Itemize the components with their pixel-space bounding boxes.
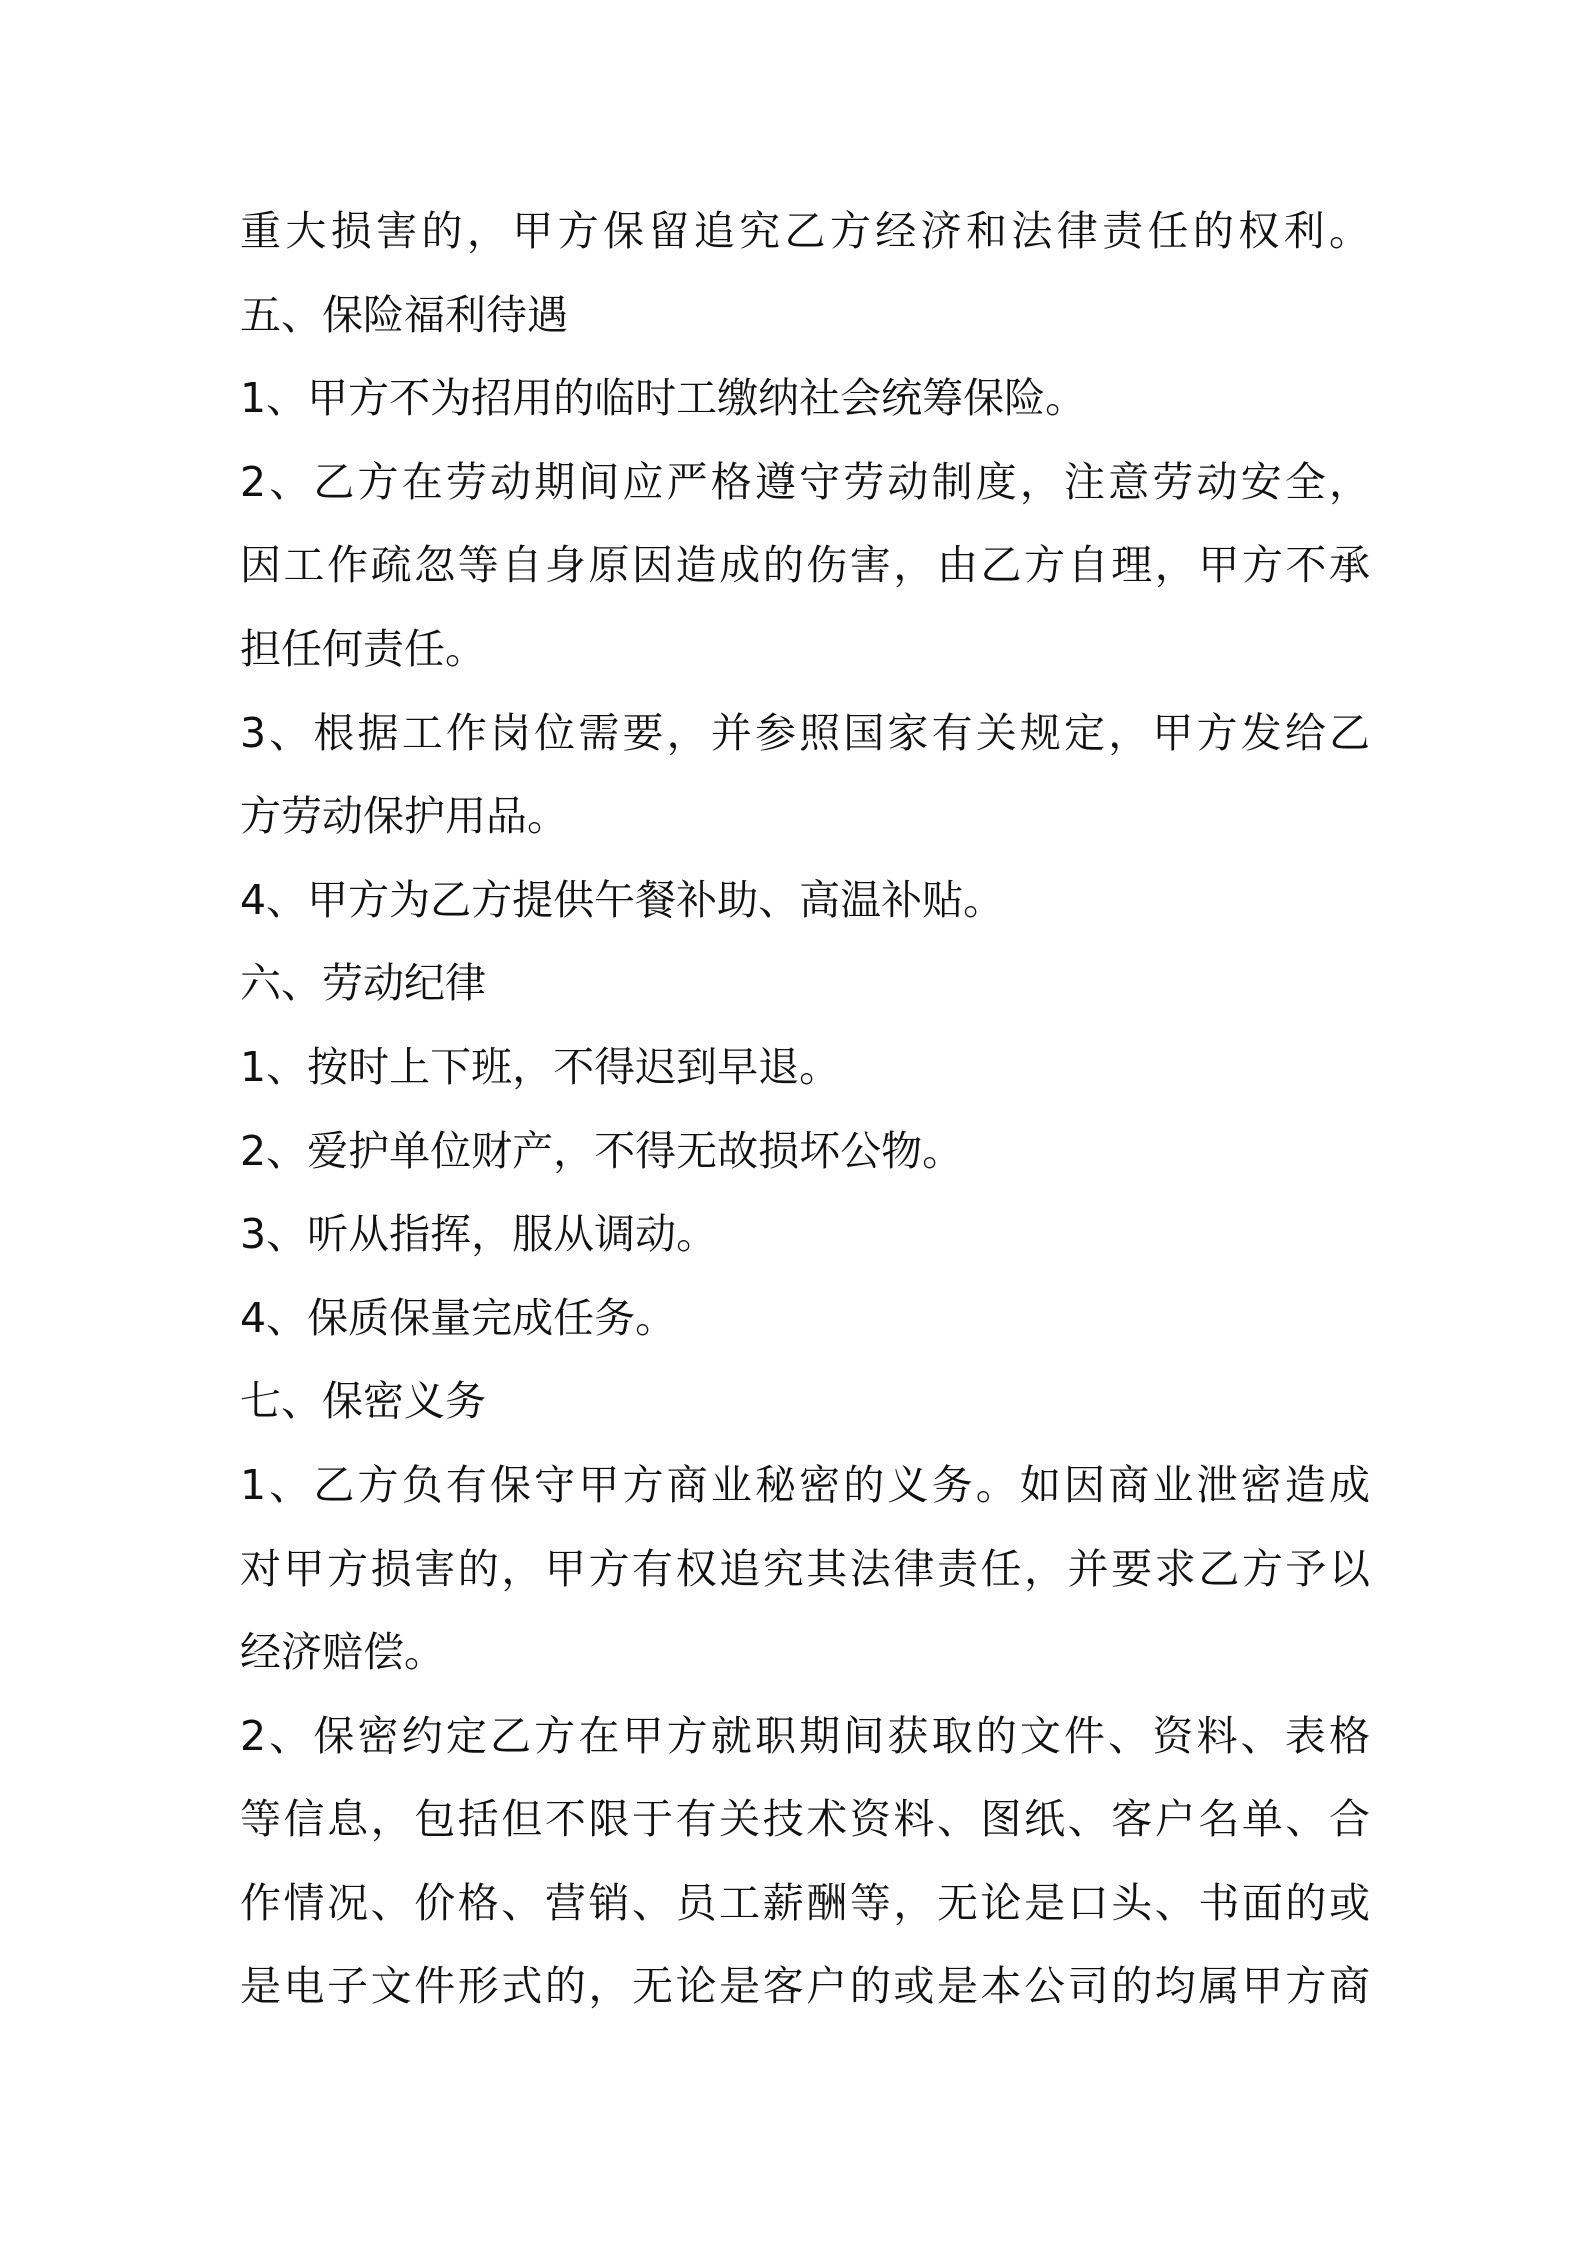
paragraph-line: 4、保质保量完成任务。 <box>240 1293 677 1342</box>
section-heading: 七、保密义务 <box>240 1377 486 1426</box>
paragraph-line: 方劳动保护用品。 <box>240 792 568 841</box>
paragraph-line: 经济赔偿。 <box>240 1628 445 1677</box>
section-heading: 六、劳动纪律 <box>240 959 486 1008</box>
paragraph-line: 2、乙方在劳动期间应严格遵守劳动制度，注意劳动安全， <box>240 457 1370 506</box>
paragraph-line: 3、根据工作岗位需要，并参照国家有关规定，甲方发给乙 <box>240 708 1370 757</box>
paragraph-line: 2、爱护单位财产，不得无故损坏公物。 <box>240 1126 964 1175</box>
document-body <box>240 190 1370 2029</box>
paragraph-line: 担任何责任。 <box>240 624 486 673</box>
paragraph-line: 是电子文件形式的，无论是客户的或是本公司的均属甲方商 <box>240 1962 1370 2011</box>
paragraph-line: 4、甲方为乙方提供午餐补助、高温补贴。 <box>240 875 1005 924</box>
paragraph-line: 作情况、价格、营销、员工薪酬等，无论是口头、书面的或 <box>240 1878 1370 1927</box>
paragraph-line: 1、乙方负有保守甲方商业秘密的义务。如因商业泄密造成 <box>240 1460 1370 1509</box>
section-heading: 五、保险福利待遇 <box>240 290 568 339</box>
paragraph-line: 重大损害的，甲方保留追究乙方经济和法律责任的权利。 <box>240 207 1370 255</box>
paragraph-line: 因工作疏忽等自身原因造成的伤害，由乙方自理，甲方不承 <box>240 541 1370 590</box>
paragraph-line: 2、保密约定乙方在甲方就职期间获取的文件、资料、表格 <box>240 1711 1370 1760</box>
paragraph-line: 对甲方损害的，甲方有权追究其法律责任，并要求乙方予以 <box>240 1544 1370 1593</box>
paragraph-line: 1、甲方不为招用的临时工缴纳社会统筹保险。 <box>240 374 1087 423</box>
paragraph-line: 3、听从指挥，服从调动。 <box>240 1210 718 1259</box>
paragraph-line: 1、按时上下班，不得迟到早退。 <box>240 1042 841 1091</box>
paragraph-line: 等信息，包括但不限于有关技术资料、图纸、客户名单、合 <box>240 1795 1370 1844</box>
